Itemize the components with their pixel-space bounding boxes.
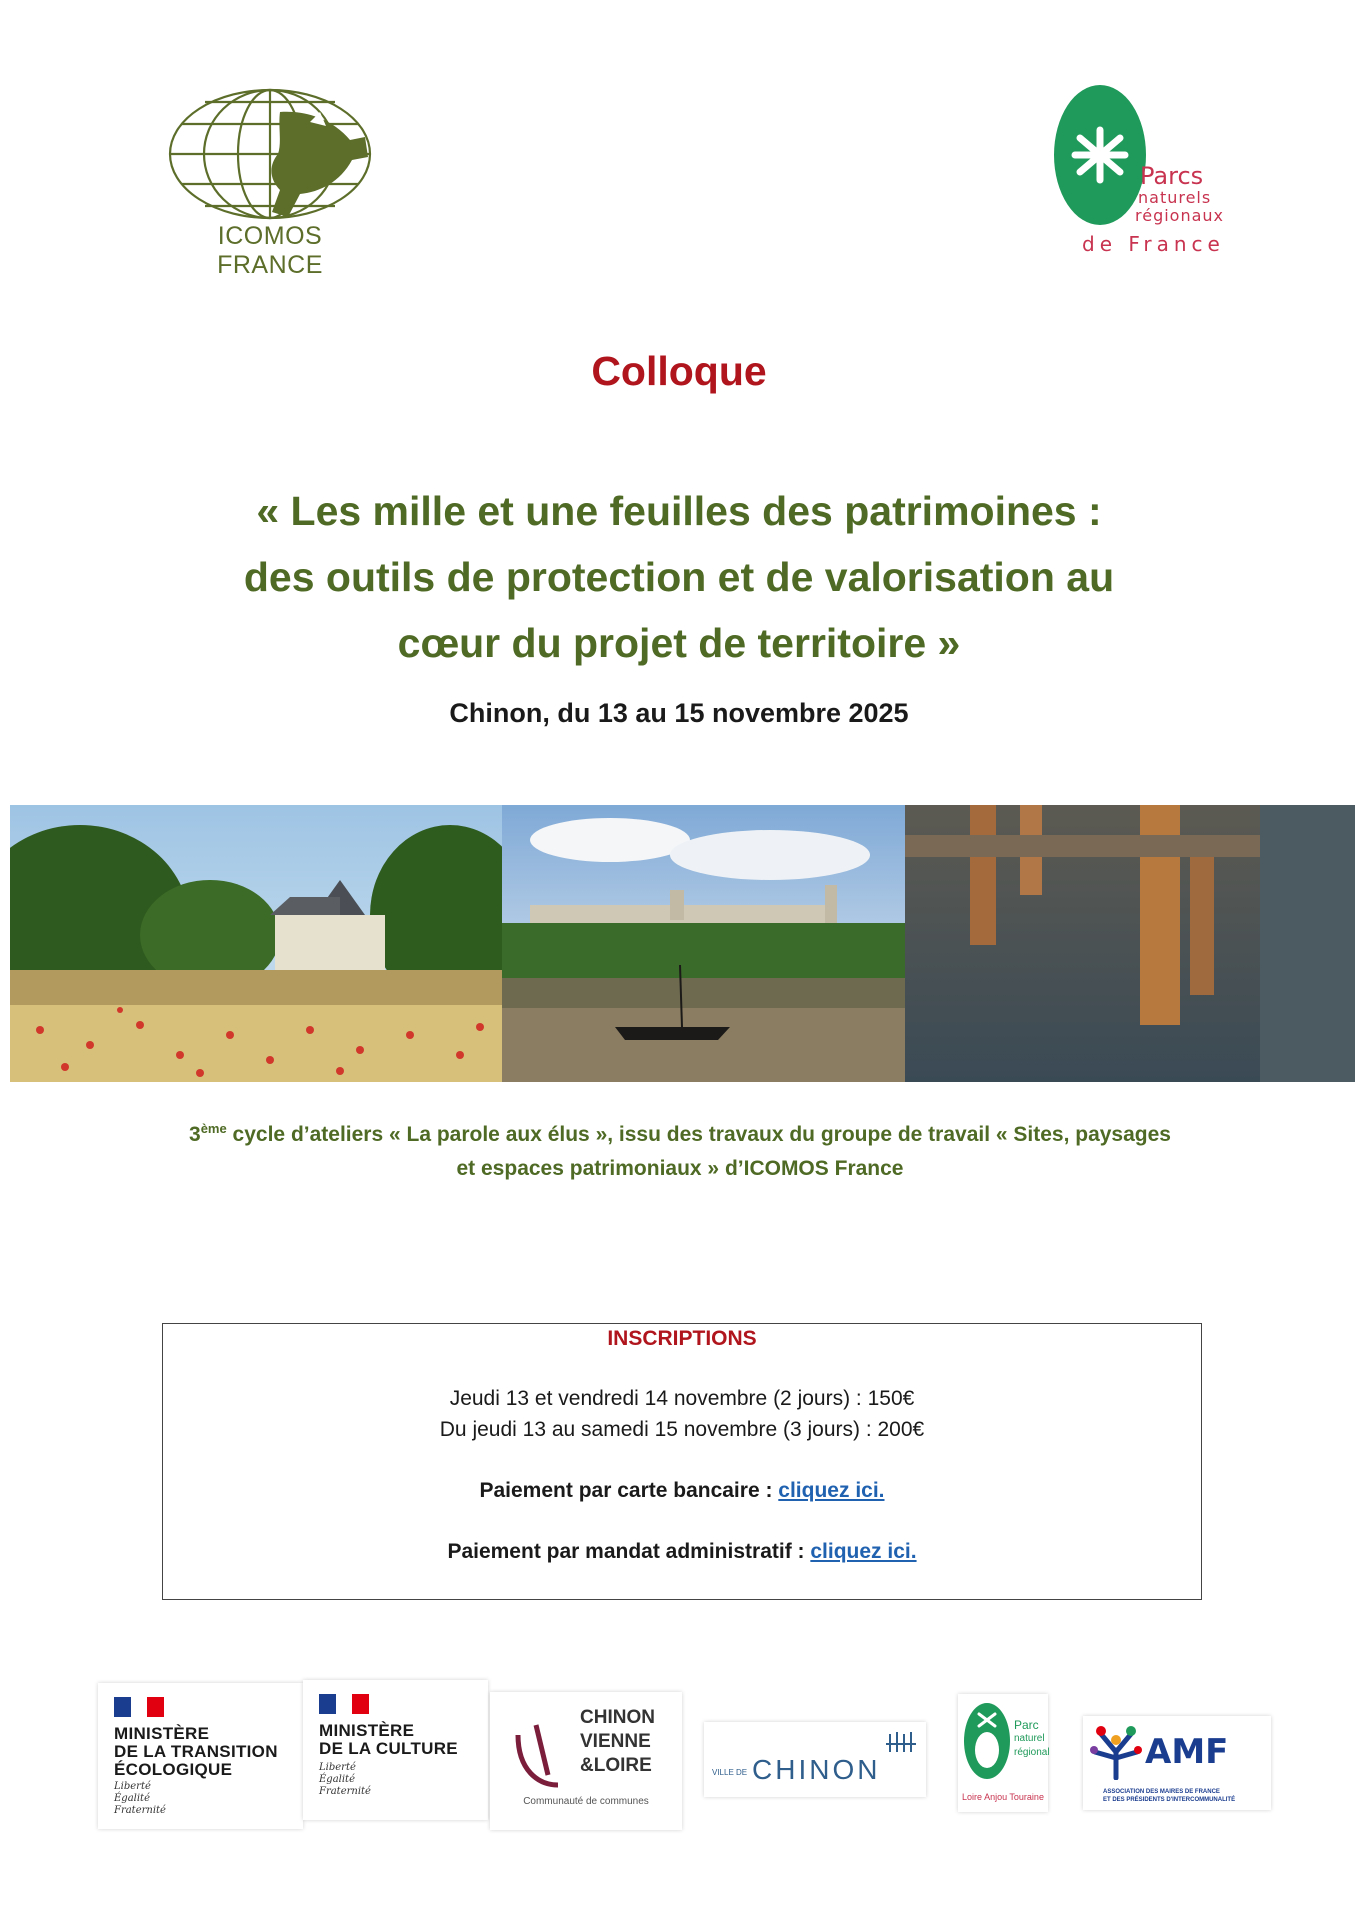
ministere-ecologie-line: DE LA TRANSITION <box>114 1742 278 1761</box>
pnr-loire-line: naturel <box>1014 1733 1045 1744</box>
ministere-transition-ecologique-logo <box>98 1683 303 1829</box>
price-two-days: Jeudi 13 et vendredi 14 novembre (2 jours) : 150€ <box>449 1387 915 1410</box>
amf-subtitle <box>1103 1788 1235 1804</box>
motto-line: Fraternité <box>319 1786 371 1797</box>
cycle-number: 3 <box>189 1123 201 1146</box>
cc-chinon-line: CHINON <box>580 1707 655 1728</box>
inscriptions-title: INSCRIPTIONS <box>607 1327 757 1350</box>
landscape-photo-strip <box>10 805 1355 1082</box>
event-title <box>0 478 1358 676</box>
amf-logo <box>1083 1716 1271 1810</box>
cycle-description <box>150 1112 1210 1186</box>
motto-line: Égalité <box>114 1793 150 1804</box>
ministere-ecologie-line: ÉCOLOGIQUE <box>114 1760 233 1779</box>
republic-motto <box>319 1762 371 1798</box>
chinon-castle-river-photo <box>502 805 905 1082</box>
ville-de-chinon-logo <box>704 1722 926 1797</box>
mandate-payment-line <box>163 1540 1201 1564</box>
ministere-culture-logo <box>303 1680 488 1820</box>
ministere-ecologie-line: MINISTÈRE <box>114 1724 210 1743</box>
amf-name: AMF <box>1145 1732 1229 1772</box>
motto-line: Fraternité <box>114 1805 166 1816</box>
mandate-payment-link[interactable]: cliquez ici. <box>810 1540 917 1563</box>
price-three-days: Du jeudi 13 au samedi 15 novembre (3 jours) : 200€ <box>439 1418 925 1441</box>
cc-chinon-emblem-icon <box>508 1720 568 1790</box>
amf-subtitle-line: ET DES PRÉSIDENTS D'INTERCOMMUNALITÉ <box>1103 1797 1236 1803</box>
ville-name: CHINON <box>752 1754 881 1785</box>
card-payment-line <box>163 1479 1201 1503</box>
card-payment-link[interactable]: cliquez ici. <box>778 1479 885 1502</box>
pnr-loire-label <box>1014 1718 1050 1760</box>
cc-chinon-vienne-loire-logo <box>490 1692 682 1830</box>
pnr-loire-line: Parc <box>1014 1718 1039 1732</box>
river-reflection-photo <box>905 805 1355 1082</box>
marianne-flag-icon <box>319 1694 369 1714</box>
pnr-logo-line-defrance: de France <box>1082 232 1225 256</box>
castle-towers-icon <box>886 1730 916 1754</box>
marianne-flag-icon <box>114 1697 164 1717</box>
pnr-logo-line-naturels: naturels <box>1138 188 1212 207</box>
event-title-line: cœur du projet de territoire » <box>397 620 961 666</box>
event-title-line: des outils de protection et de valorisation au <box>243 554 1115 600</box>
card-payment-label: Paiement par carte bancaire : <box>479 1479 779 1502</box>
pnr-logo-line-parcs: Parcs <box>1140 162 1204 190</box>
cc-chinon-name <box>580 1706 655 1778</box>
motto-line: Liberté <box>114 1781 151 1792</box>
pnr-loire-line: régional <box>1014 1747 1050 1758</box>
inscriptions-box <box>162 1323 1202 1600</box>
ministere-culture-name <box>319 1722 458 1758</box>
ministere-culture-line: DE LA CULTURE <box>319 1739 458 1758</box>
cc-chinon-subtitle: Communauté de communes <box>523 1796 649 1807</box>
pnr-loire-name: Loire Anjou Touraine <box>962 1792 1044 1802</box>
icomos-logo-text: ICOMOS FRANCE <box>217 222 323 279</box>
cycle-ordinal-suffix: ème <box>200 1121 227 1136</box>
cc-chinon-line: &LOIRE <box>580 1755 652 1776</box>
ville-prefix: VILLE DE <box>712 1768 748 1777</box>
pnr-loire-anjou-touraine-logo <box>958 1694 1048 1812</box>
event-place-dates: Chinon, du 13 au 15 novembre 2025 <box>449 698 909 728</box>
pnr-logo-line-regionaux: régionaux <box>1135 206 1225 225</box>
event-title-line: « Les mille et une feuilles des patrimoines : <box>256 488 1102 534</box>
cc-chinon-line: VIENNE <box>580 1731 651 1752</box>
ministere-ecologie-name <box>114 1725 278 1779</box>
motto-line: Égalité <box>319 1774 355 1785</box>
manor-poppy-field-photo <box>10 805 530 1082</box>
event-label: Colloque <box>591 348 767 394</box>
cycle-text-line2: et espaces patrimoniaux » d’ICOMOS France <box>456 1157 904 1180</box>
republic-motto <box>114 1781 166 1817</box>
tree-people-icon <box>1089 1722 1143 1780</box>
ministere-culture-line: MINISTÈRE <box>319 1721 415 1740</box>
mandate-payment-label: Paiement par mandat administratif : <box>447 1540 811 1563</box>
amf-subtitle-line: ASSOCIATION DES MAIRES DE FRANCE <box>1103 1789 1220 1795</box>
cycle-text-line1: cycle d’ateliers « La parole aux élus », issu des travaux du groupe de travail « Sites, paysages <box>226 1123 1171 1146</box>
pnr-loire-emblem-icon <box>962 1700 1012 1782</box>
motto-line: Liberté <box>319 1762 356 1773</box>
